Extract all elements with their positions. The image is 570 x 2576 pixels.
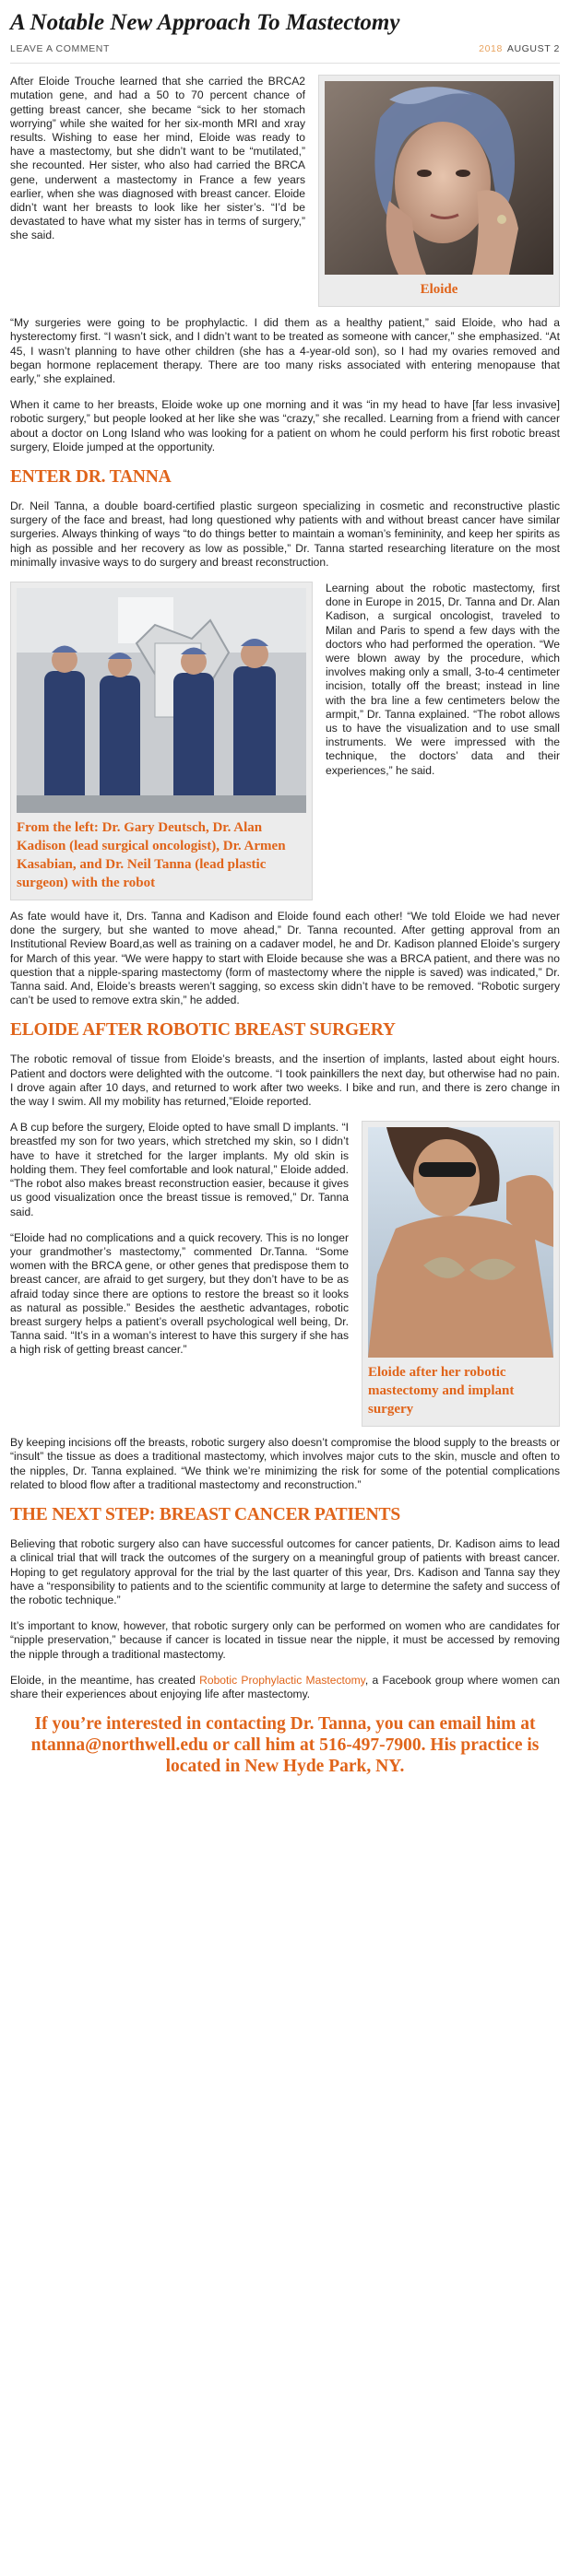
surgeons-caption: From the left: Dr. Gary Deutsch, Dr. Alan Kadison (lead surgical oncologist), Dr. Armen Kasabian, and Dr. Neil Tanna (lead plastic surgeon) with the robot [17, 820, 286, 891]
eloide-portrait-photo [325, 81, 553, 275]
next-step-paragraph-3-start: Eloide, in the meantime, has created [10, 1673, 200, 1687]
contact-call-to-action: If you’re interested in contacting Dr. Tanna, you can email him at ntanna@northwell.edu or call him at 516-497-7900. His practice is located in New Hyde Park, NY. [30, 1714, 540, 1777]
article-meta [10, 42, 560, 64]
eloide-portrait-figure [318, 75, 560, 307]
article-title: A Notable New Approach To Mastectomy [10, 10, 400, 35]
intro-paragraph-3: When it came to her breasts, Eloide woke up one morning and it was “in my head to have [far less invasive] robotic surgery,” but people looked at her like she was “crazy,” she recalled. Learning from a friend with cancer about a doctor on Long Island who was looking for a patient on whom he could perform his first robotic breast surgery, Eloide jumped at the opportunity. [10, 398, 560, 453]
next-step-paragraph-3-end: , a Facebook group where women can share their experiences about enjoying life after mastectomy. [10, 1673, 561, 1700]
next-step-paragraph-1: Believing that robotic surgery also can have successful outcomes for cancer patients, Dr. Kadison aims to lead a clinical trial that will track the outcomes of the surgery on a meaningful group of patients with breast cancer. Hoping to get regulatory approval for the trial by the last quarter of this year, Drs. Kadison and Tanna say they have a “responsibility to patients and to the scientific community at large to determine the safety and success of the robotic technique.” [10, 1537, 560, 1606]
enter-tanna-paragraph-3: As fate would have it, Drs. Tanna and Kadison and Eloide found each other! “We told Eloide we had never done the surgery, but she wanted to move ahead,” Dr. Tanna recounted. After getting approval from an Institutional Review Board,as well as training on a cadaver model, he and Dr. Kadison planned Eloide’s surgery for March of this year. “We were happy to start with Eloide because she was a BRCA patient, and there was no question that a nipple-sparing mastectomy (form of mastectomy where the nipple is saved) was indicated,” Dr. Tanna said. And, Eloide’s breasts weren’t sagging, so excess skin didn’t have to be removed. “Robotic surgery can’t be used to remove extra skin,” he added. [10, 910, 560, 1007]
intro-paragraph-1: After Eloide Trouche learned that she carried the BRCA2 mutation gene, and had a 50 to 70 percent chance of getting breast cancer, she became “sick to her stomach worrying” while she waited for her six-month MRI and xray results. Wishing to ease her mind, Eloide was ready to have a mastectomy, but she didn’t want to be “mutilated,” she recounted. Her sister, who also had carried the BRCA gene, underwent a mastectomy in France a few years earlier, when she was diagnosed with breast cancer. Eloide didn’t want her breasts to look like her sister’s. “I’d be devastated to have what my sister has in terms of surgery,” she said. [10, 75, 305, 242]
after-surgery-paragraph-4: By keeping incisions off the breasts, robotic surgery also doesn’t compromise the blood supply to the breasts or “insult” the tissue as does a traditional mastectomy, which involves major cuts to the skin, muscle and often to the nipples, Dr. Tanna explained. “We think we’re minimizing the risk for some of the potential complications related to blood flow after a traditional mastectomy and reconstruction.” [10, 1436, 560, 1491]
after-surgery-paragraph-2: A B cup before the surgery, Eloide opted to have small D implants. “I breastfed my son for two years, which stretched my skin, so I didn’t have to have it stretched for the larger implants. My old skin is holding them. They feel comfortable and look natural,” Eloide added. “The robot also makes breast reconstruction easier, because it gives us good visualization once the breast tissue is removed,” Dr. Tanna said. [10, 1121, 349, 1218]
section-heading-enter-tanna: ENTER DR. TANNA [10, 467, 172, 488]
leave-comment-link[interactable]: LEAVE A COMMENT [10, 43, 110, 54]
intro-paragraph-2: “My surgeries were going to be prophylactic. I did them as a healthy patient,” said Eloide, who had a hysterectomy first. “I wasn’t sick, and I didn’t want to be treated as someone with cancer,” she emphasized. “At 45, I wasn’t planning to have other children (she has a 4-year-old son), so I had my ovaries removed and began hormone replacement therapy. There are too many risks associated with entering menopause that early,” she explained. [10, 316, 560, 386]
publish-date [479, 42, 560, 56]
publish-month-day: AUGUST 2 [506, 43, 560, 54]
eloide-after-figure [362, 1121, 560, 1427]
eloide-after-surgery-photo [368, 1127, 553, 1358]
enter-tanna-paragraph-1: Dr. Neil Tanna, a double board-certified plastic surgeon specializing in cosmetic and reconstructive plastic surgery of the face and breast, had long questioned why patients with and without breast cancer have similar surgeries. Always thinking of ways “to do things better to maintain a woman’s femininity, and keep her spirits as high as possible and her recovery as low as possible,” Dr. Tanna started researching literature on the most minimally invasive ways to do surgery and breast reconstruction. [10, 500, 560, 569]
next-step-paragraph-2: It’s important to know, however, that robotic surgery only can be performed on women who are candidates for “nipple preservation,” because if cancer is located in tissue near the nipple, it must be accessed by removing the nipple through a traditional mastectomy. [10, 1619, 560, 1661]
next-step-paragraph-3 [10, 1674, 560, 1701]
after-surgery-paragraph-1: The robotic removal of tissue from Eloide’s breasts, and the insertion of implants, lasted about eight hours. Patient and doctors were delighted with the outcome. “I took painkillers the next day, but otherwise had no pain. I drove again after 10 days, and returned to work after two weeks. I bike and run, and there is zero change in the way I swim. All my mobility has returned,”Eloide reported. [10, 1053, 560, 1109]
facebook-group-link[interactable]: Robotic Prophylactic Mastectomy [199, 1673, 365, 1687]
after-surgery-paragraph-3: “Eloide had no complications and a quick recovery. This is no longer your grandmother’s mastectomy,” commented Dr.Tanna. “Some women with the BRCA gene, or other genes that predispose them to breast cancer, are afraid to get surgery, but they don’t have to be as afraid today since there are options to restore the breast so it looks as natural as possible.” Besides the aesthetic advantages, robotic breast surgery helps a patient’s overall psychological well being, Dr. Tanna said. “It’s in a woman’s interest to have this surgery if she has a high risk of getting breast cancer.” [10, 1230, 349, 1357]
surgeons-figure [10, 582, 313, 900]
section-heading-after-surgery: ELOIDE AFTER ROBOTIC BREAST SURGERY [10, 1020, 396, 1041]
enter-tanna-paragraph-2: Learning about the robotic mastectomy, first done in Europe in 2015, Dr. Tanna and Dr. Alan Kadison, a surgical oncologist, traveled to Milan and Paris to spend a few days with the doctors who had performed the operation. “We were blown away by the procedure, which involves making only a small, 3-to-4 centimeter incision, totally off the breast; instead in line with the bra line a few centimeters below the armpit,” Dr. Tanna explained. “The robot allows us to have the visualization and to use small instruments. We were impressed with the technique, the doctors’ data and their experiences,” he said. [326, 582, 560, 777]
eloide-portrait-caption: Eloide [420, 282, 458, 298]
surgeons-with-robot-photo [17, 588, 306, 813]
section-heading-next-step: THE NEXT STEP: BREAST CANCER PATIENTS [10, 1505, 400, 1525]
publish-year: 2018 [479, 43, 503, 54]
eloide-after-caption: Eloide after her robotic mastectomy and implant surgery [368, 1365, 515, 1417]
